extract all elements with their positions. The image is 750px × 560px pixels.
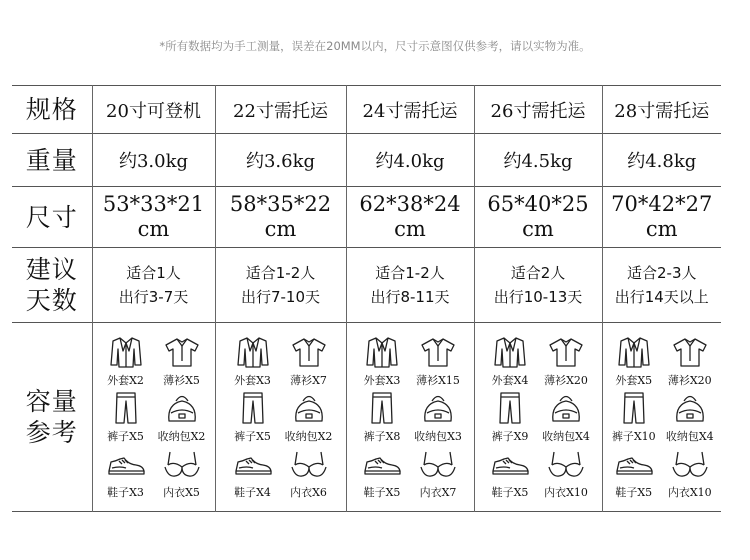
people: 适合1人 — [126, 264, 181, 282]
capacity-label: 裤子X5 — [107, 430, 144, 443]
capacity-label: 内衣X7 — [419, 486, 457, 499]
bag-icon — [418, 391, 458, 429]
capacity-label: 收纳包X3 — [414, 430, 462, 443]
bra-icon — [670, 447, 710, 485]
capacity-label: 裤子X10 — [611, 430, 656, 443]
row-header-suggest — [12, 248, 92, 323]
capacity-label: 内衣X10 — [667, 486, 712, 499]
capacity-item — [100, 391, 152, 443]
bag-icon — [546, 391, 586, 429]
size-value — [602, 187, 721, 248]
capacity-item — [608, 335, 660, 387]
weight-value: 约4.0kg — [346, 134, 474, 187]
capacity-item — [664, 447, 716, 499]
capacity-item — [412, 447, 464, 499]
shirt-icon — [670, 335, 710, 373]
capacity-item — [540, 391, 592, 443]
weight-value: 约3.0kg — [92, 134, 215, 187]
coat-icon — [614, 335, 654, 373]
days: 出行8-11天 — [370, 288, 450, 306]
capacity-label: 外套X2 — [107, 374, 144, 387]
capacity-item — [283, 391, 335, 443]
capacity-label: 鞋子X4 — [234, 486, 271, 499]
pants-icon — [362, 391, 402, 429]
capacity-grid — [347, 335, 474, 499]
shoe-icon — [614, 447, 654, 485]
suggest-value — [215, 248, 346, 323]
capacity-item — [664, 391, 716, 443]
capacity-label: 内衣X5 — [163, 486, 200, 499]
coat-icon — [106, 335, 146, 373]
capacity-item — [608, 447, 660, 499]
days: 出行10-13天 — [493, 288, 583, 306]
capacity-label: 裤子X8 — [363, 430, 401, 443]
col-name: 28寸需托运 — [602, 86, 721, 134]
dims: 70*42*27 — [611, 192, 713, 216]
row-weight — [12, 134, 721, 187]
capacity-item — [227, 391, 279, 443]
bag-icon — [289, 391, 329, 429]
capacity-label: 内衣X10 — [544, 486, 588, 499]
capacity-item — [540, 335, 592, 387]
days: 出行3-7天 — [118, 288, 189, 306]
capacity-item — [484, 335, 536, 387]
row-capacity — [12, 323, 721, 512]
capacity-label: 薄衫X20 — [667, 374, 712, 387]
capacity-label: 裤子X5 — [234, 430, 271, 443]
capacity-cell — [474, 323, 602, 512]
suggest-value — [92, 248, 215, 323]
capacity-cell — [215, 323, 346, 512]
row-header-spec: 规格 — [25, 95, 78, 124]
capacity-label: 内衣X6 — [290, 486, 327, 499]
capacity-item — [412, 335, 464, 387]
capacity-item — [412, 391, 464, 443]
people: 适合2人 — [510, 264, 566, 282]
capacity-item — [283, 447, 335, 499]
col-name: 20寸可登机 — [92, 86, 215, 134]
coat-icon — [362, 335, 402, 373]
capacity-label: 薄衫X5 — [163, 374, 200, 387]
bra-icon — [162, 447, 202, 485]
bag-icon — [162, 391, 202, 429]
days: 出行7-10天 — [240, 288, 321, 306]
size-value — [346, 187, 474, 248]
capacity-label: 收纳包X2 — [284, 430, 333, 443]
capacity-item — [356, 335, 408, 387]
row-header-size: 尺寸 — [25, 202, 78, 232]
size-value — [92, 187, 215, 248]
capacity-item — [664, 335, 716, 387]
col-name: 24寸需托运 — [346, 86, 474, 134]
capacity-cell — [346, 323, 474, 512]
capacity-item — [608, 391, 660, 443]
capacity-label: 外套X4 — [491, 374, 529, 387]
capacity-label: 外套X3 — [234, 374, 271, 387]
shoe-icon — [233, 447, 273, 485]
capacity-cell — [92, 323, 215, 512]
capacity-item — [100, 447, 152, 499]
row-header-line: 建议 — [25, 255, 78, 284]
shirt-icon — [418, 335, 458, 373]
disclaimer-note: *所有数据均为手工测量，误差在20MM以内，尺寸示意图仅供参考，请以实物为准。 — [159, 39, 591, 53]
coat-icon — [490, 335, 530, 373]
pants-icon — [490, 391, 530, 429]
capacity-label: 薄衫X15 — [416, 374, 460, 387]
capacity-cell — [602, 323, 721, 512]
capacity-item — [156, 447, 208, 499]
bra-icon — [289, 447, 329, 485]
capacity-item — [484, 391, 536, 443]
capacity-label: 收纳包X4 — [542, 430, 590, 443]
capacity-item — [356, 447, 408, 499]
bra-icon — [418, 447, 458, 485]
row-suggest — [12, 248, 721, 323]
dims: 65*40*25 — [487, 192, 589, 216]
weight-value: 约3.6kg — [215, 134, 346, 187]
capacity-item — [540, 447, 592, 499]
row-size — [12, 187, 721, 248]
suggest-value — [602, 248, 721, 323]
row-header-line: 参考 — [25, 418, 78, 447]
unit: cm — [394, 217, 426, 241]
col-name: 26寸需托运 — [474, 86, 602, 134]
capacity-grid — [93, 335, 215, 499]
capacity-label: 收纳包X2 — [157, 430, 206, 443]
capacity-item — [227, 447, 279, 499]
capacity-item — [356, 391, 408, 443]
capacity-label: 鞋子X5 — [491, 486, 529, 499]
row-header-line: 容量 — [25, 387, 78, 416]
shoe-icon — [490, 447, 530, 485]
capacity-item — [156, 335, 208, 387]
unit: cm — [522, 217, 554, 241]
capacity-label: 外套X5 — [615, 374, 653, 387]
capacity-item — [100, 335, 152, 387]
suggest-value — [474, 248, 602, 323]
size-value — [215, 187, 346, 248]
people: 适合1-2人 — [245, 264, 316, 282]
dims: 58*35*22 — [229, 192, 332, 216]
capacity-label: 裤子X9 — [491, 430, 529, 443]
people: 适合1-2人 — [375, 264, 445, 282]
size-value — [474, 187, 602, 248]
dims: 62*38*24 — [359, 192, 461, 216]
dims: 53*33*21 — [102, 192, 205, 216]
row-header-line: 天数 — [25, 286, 78, 315]
pants-icon — [106, 391, 146, 429]
shirt-icon — [289, 335, 329, 373]
suggest-value — [346, 248, 474, 323]
shirt-icon — [162, 335, 202, 373]
row-spec — [12, 86, 721, 134]
unit: cm — [645, 217, 678, 241]
capacity-label: 收纳包X4 — [665, 430, 714, 443]
unit: cm — [137, 217, 170, 241]
shirt-icon — [546, 335, 586, 373]
capacity-grid — [603, 335, 722, 499]
capacity-label: 鞋子X5 — [363, 486, 401, 499]
bra-icon — [546, 447, 586, 485]
capacity-item — [156, 391, 208, 443]
coat-icon — [233, 335, 273, 373]
capacity-label: 外套X3 — [363, 374, 401, 387]
shoe-icon — [106, 447, 146, 485]
unit: cm — [264, 217, 297, 241]
capacity-label: 薄衫X7 — [290, 374, 327, 387]
capacity-grid — [475, 335, 602, 499]
shoe-icon — [362, 447, 402, 485]
row-header-weight: 重量 — [25, 145, 78, 175]
col-name: 22寸需托运 — [215, 86, 346, 134]
days: 出行14天以上 — [614, 288, 709, 306]
capacity-label: 鞋子X3 — [107, 486, 144, 499]
bag-icon — [670, 391, 710, 429]
capacity-item — [227, 335, 279, 387]
weight-value: 约4.5kg — [474, 134, 602, 187]
row-header-capacity — [12, 323, 92, 512]
pants-icon — [233, 391, 273, 429]
spec-table — [12, 85, 721, 512]
capacity-item — [283, 335, 335, 387]
people: 适合2-3人 — [627, 264, 697, 282]
weight-value: 约4.8kg — [602, 134, 721, 187]
pants-icon — [614, 391, 654, 429]
capacity-item — [484, 447, 536, 499]
capacity-label: 薄衫X20 — [544, 374, 588, 387]
capacity-grid — [216, 335, 346, 499]
capacity-label: 鞋子X5 — [615, 486, 653, 499]
